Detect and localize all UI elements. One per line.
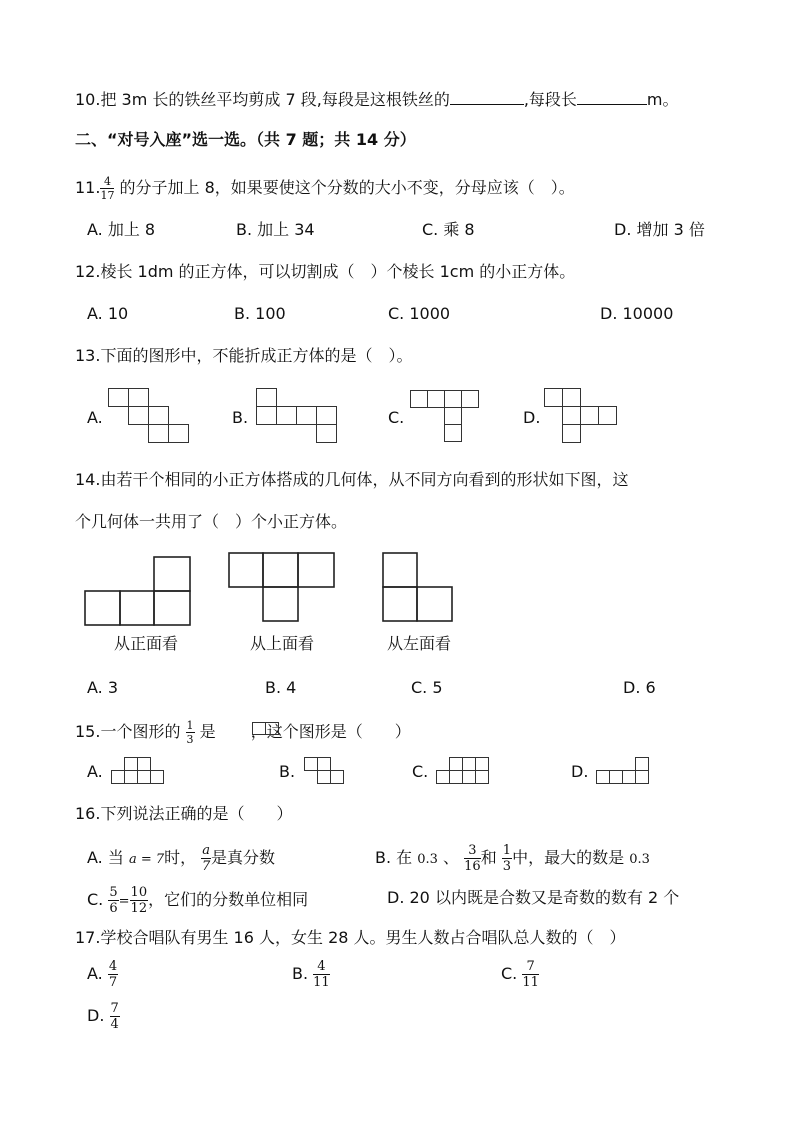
q14-option-d[interactable]: D. 6 (623, 678, 656, 697)
q17-c-den: 11 (522, 975, 539, 990)
q14-option-c[interactable]: C. 5 (411, 678, 443, 697)
q15-option-c[interactable]: C. (412, 762, 429, 781)
q15-text-mid: 是 (199, 722, 216, 741)
q17-a-num: 4 (108, 959, 118, 974)
q10-text-mid: ,每段长 (523, 90, 577, 109)
q16-option-c[interactable] (87, 886, 308, 915)
q13-net-c (410, 390, 486, 442)
q15-fraction (186, 720, 195, 745)
q15-figure-c (436, 757, 494, 785)
question-13: 13.下面的图形中，不能折成正方体的是（ ）。 (75, 346, 413, 365)
q15-figure-b (304, 757, 348, 785)
q17-c-num: 7 (522, 960, 539, 975)
q17-c-fraction (522, 960, 539, 989)
q16-c-f2-num: 10 (130, 885, 148, 900)
q15-option-d[interactable]: D. (571, 762, 589, 781)
q15-option-b[interactable]: B. (279, 762, 296, 781)
question-11 (75, 176, 575, 201)
q13-net-d (544, 388, 620, 444)
q12-option-d[interactable]: D. 10000 (600, 304, 674, 323)
q11-number: 11. (75, 178, 101, 197)
q16-a-prefix: A. 当 (87, 848, 124, 867)
q16-c-f1-num: 5 (109, 885, 118, 900)
q10-text-end: m。 (646, 90, 679, 109)
q11-option-a[interactable]: A. 加上 8 (87, 220, 156, 239)
q12-option-c[interactable]: C. 1000 (388, 304, 451, 323)
q16-c-f2-den: 12 (130, 901, 148, 916)
q17-option-b[interactable] (292, 960, 330, 989)
q17-a-label: A. (87, 964, 103, 983)
q16-b-and: 和 (480, 848, 497, 867)
question-16: 16.下列说法正确的是（ ） (75, 804, 293, 823)
question-10 (75, 88, 679, 110)
q11-frac-num: 4 (100, 176, 114, 189)
q11-text: 的分子加上 8，如果要使这个分数的大小不变，分母应该（ ）。 (114, 178, 575, 197)
q13-option-d[interactable]: D. (523, 408, 541, 427)
q14-left-view (382, 552, 456, 624)
section-2-title: 二、“对号入座”选一选。（共 7 题；共 14 分） (75, 130, 416, 149)
q17-d-label: D. (87, 1006, 105, 1025)
q14-option-a[interactable]: A. 3 (87, 678, 119, 697)
q16-b-fraction-2 (502, 844, 512, 873)
q17-option-d[interactable] (87, 1002, 120, 1031)
q17-b-num: 4 (313, 960, 330, 975)
q11-frac-den: 17 (100, 189, 115, 202)
q17-d-num: 7 (110, 1001, 119, 1016)
q14-top-view (228, 550, 338, 626)
q16-c-suffix: ，它们的分数单位相同 (148, 890, 309, 909)
q15-part-figure (252, 722, 282, 736)
q10-text: 10.把 3m 长的铁丝平均剪成 7 段,每段是这根铁丝的 (75, 90, 450, 109)
q16-c-equals: = (118, 894, 130, 909)
q14-label-front: 从正面看 (114, 634, 179, 653)
q13-option-c[interactable]: C. (388, 408, 405, 427)
q14-front-view (84, 556, 194, 628)
q14-label-top: 从上面看 (250, 634, 315, 653)
q16-b-f2-num: 1 (502, 843, 512, 858)
q16-a-when: 时， (164, 848, 197, 867)
q16-b-value: 0.3 (417, 852, 438, 867)
q15-figure-d (596, 757, 654, 785)
q16-b-f1-num: 3 (464, 844, 481, 859)
q13-net-b (256, 388, 338, 444)
q16-a-equation: a = 7 (128, 852, 165, 867)
q13-net-a (108, 388, 190, 444)
question-12: 12.棱长 1dm 的正方体，可以切割成（ ）个棱长 1cm 的小正方体。 (75, 262, 576, 281)
q16-c-fraction-2 (130, 886, 149, 915)
q16-option-d[interactable]: D. 20 以内既是合数又是奇数的数有 2 个 (387, 888, 680, 907)
question-17: 17.学校合唱队有男生 16 人，女生 28 人。男生人数占合唱队总人数的（ ） (75, 928, 626, 947)
q16-b-answer: 0.3 (629, 852, 650, 867)
q17-b-label: B. (292, 964, 309, 983)
q17-a-fraction (108, 960, 118, 989)
q17-b-den: 11 (313, 975, 330, 990)
q12-option-b[interactable]: B. 100 (234, 304, 286, 323)
q16-c-prefix: C. (87, 890, 104, 909)
question-14-line-1: 14.由若干个相同的小正方体搭成的几何体，从不同方向看到的形状如下图，这 (75, 470, 629, 489)
q11-option-b[interactable]: B. 加上 34 (236, 220, 315, 239)
q17-d-den: 4 (110, 1017, 119, 1032)
q12-option-a[interactable]: A. 10 (87, 304, 129, 323)
q15-text-end: ，这个图形是（ ） (250, 722, 411, 741)
q15-frac-num: 1 (186, 719, 194, 732)
q11-fraction (100, 176, 114, 201)
q10-blank-1[interactable] (450, 88, 524, 105)
q17-b-fraction (313, 960, 330, 989)
q16-a-frac-num: a (202, 843, 210, 858)
q15-frac-den: 3 (186, 733, 194, 746)
q16-b-prefix: B. 在 (375, 848, 413, 867)
q11-option-d[interactable]: D. 增加 3 倍 (614, 220, 705, 239)
q16-a-suffix: 是真分数 (211, 848, 276, 867)
q16-b-fraction-1 (464, 844, 481, 873)
q13-option-a[interactable]: A. (87, 408, 103, 427)
q17-c-label: C. (501, 964, 518, 983)
q10-blank-2[interactable] (577, 88, 647, 105)
q13-option-b[interactable]: B. (232, 408, 249, 427)
q15-option-a[interactable]: A. (87, 762, 103, 781)
question-15 (75, 720, 411, 745)
q16-b-f2-den: 3 (502, 859, 512, 874)
q17-a-den: 7 (108, 975, 118, 990)
q11-option-c[interactable]: C. 乘 8 (422, 220, 475, 239)
q17-d-fraction (110, 1002, 120, 1031)
q16-c-f1-den: 6 (109, 901, 118, 916)
q16-b-sep: 、 (443, 848, 460, 867)
q16-a-frac-den: 7 (201, 859, 211, 874)
q14-option-b[interactable]: B. 4 (265, 678, 297, 697)
q16-b-f1-den: 16 (464, 859, 481, 874)
q16-option-a[interactable] (87, 844, 275, 873)
question-14-line-2: 个几何体一共用了（ ）个小正方体。 (75, 512, 348, 531)
q17-option-a[interactable] (87, 960, 118, 989)
q16-b-suffix: 中，最大的数是 (512, 848, 625, 867)
q16-option-b[interactable] (375, 844, 650, 873)
q16-a-fraction (201, 844, 211, 873)
q15-figure-a (111, 757, 169, 785)
q14-label-left: 从左面看 (387, 634, 452, 653)
q15-text: 15.一个图形的 (75, 722, 181, 741)
q16-c-fraction-1 (108, 886, 118, 915)
q17-option-c[interactable] (501, 960, 539, 989)
